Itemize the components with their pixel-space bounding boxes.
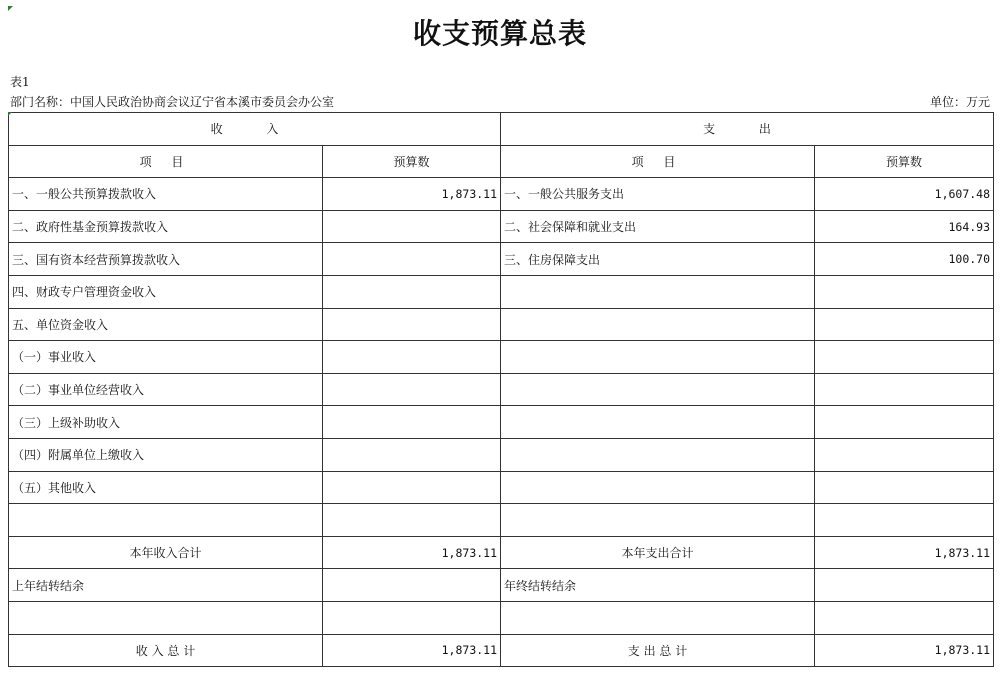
income-item-cell: 三、国有资本经营预算拨款收入	[9, 243, 323, 276]
expense-item-header: 项 目	[501, 145, 815, 178]
prior-year-carryover-label: 上年结转结余	[9, 569, 323, 602]
expense-item-cell: 二、社会保障和就业支出	[501, 210, 815, 243]
expense-total-label: 支 出 总 计	[501, 634, 815, 667]
income-item-cell: （二）事业单位经营收入	[9, 373, 323, 406]
expense-item-cell	[501, 438, 815, 471]
expense-item-cell	[501, 471, 815, 504]
income-item-cell: 一、一般公共预算拨款收入	[9, 178, 323, 211]
income-header: 收 入	[9, 113, 501, 146]
income-item-header: 项 目	[9, 145, 323, 178]
table-row	[9, 243, 994, 276]
income-value-cell	[323, 438, 501, 471]
expense-item-cell	[501, 373, 815, 406]
expense-value-cell	[815, 308, 994, 341]
expense-item-cell	[501, 308, 815, 341]
income-value-cell	[323, 308, 501, 341]
table-row	[9, 406, 994, 439]
blank-cell	[815, 601, 994, 634]
income-total-value: 1,873.11	[323, 634, 501, 667]
expense-total-value: 1,873.11	[815, 634, 994, 667]
table-row	[9, 504, 994, 537]
department-name: 部门名称：中国人民政治协商会议辽宁省本溪市委员会办公室	[10, 95, 335, 109]
expense-value-cell	[815, 373, 994, 406]
blank-cell	[501, 601, 815, 634]
income-item-cell	[9, 504, 323, 537]
income-item-cell: （一）事业收入	[9, 341, 323, 374]
table-row	[9, 341, 994, 374]
expense-subtotal-value: 1,873.11	[815, 536, 994, 569]
blank-cell	[323, 601, 501, 634]
expense-item-cell: 三、住房保障支出	[501, 243, 815, 276]
table-row	[9, 438, 994, 471]
income-item-cell: 二、政府性基金预算拨款收入	[9, 210, 323, 243]
table-row	[9, 210, 994, 243]
expense-value-cell: 164.93	[815, 210, 994, 243]
expense-value-cell: 100.70	[815, 243, 994, 276]
corner-marker	[8, 6, 13, 11]
unit-label: 单位：万元	[929, 95, 990, 109]
blank-cell	[9, 601, 323, 634]
income-value-cell	[323, 341, 501, 374]
income-value-cell	[323, 210, 501, 243]
income-subtotal-value: 1,873.11	[323, 536, 501, 569]
expense-header: 支 出	[501, 113, 994, 146]
income-value-cell	[323, 504, 501, 537]
expense-value-cell	[815, 471, 994, 504]
expense-value-cell	[815, 504, 994, 537]
expense-item-cell	[501, 504, 815, 537]
income-total-label: 收 入 总 计	[9, 634, 323, 667]
expense-value-cell	[815, 438, 994, 471]
expense-value-cell: 1,607.48	[815, 178, 994, 211]
income-subtotal-label: 本年收入合计	[9, 536, 323, 569]
income-value-cell	[323, 406, 501, 439]
table-row	[9, 373, 994, 406]
expense-item-cell	[501, 341, 815, 374]
expense-item-cell: 一、一般公共服务支出	[501, 178, 815, 211]
table-number: 表1	[10, 75, 30, 89]
grand-total-row	[9, 634, 994, 667]
expense-value-cell	[815, 275, 994, 308]
income-item-cell: （三）上级补助收入	[9, 406, 323, 439]
income-item-cell: （五）其他收入	[9, 471, 323, 504]
expense-item-cell	[501, 275, 815, 308]
income-item-cell: 五、单位资金收入	[9, 308, 323, 341]
income-item-cell: 四、财政专户管理资金收入	[9, 275, 323, 308]
income-value-cell: 1,873.11	[323, 178, 501, 211]
income-value-cell	[323, 471, 501, 504]
page-title: 收支预算总表	[412, 17, 587, 50]
year-end-carryover-value	[815, 569, 994, 602]
table-row	[9, 471, 994, 504]
income-item-cell: （四）附属单位上缴收入	[9, 438, 323, 471]
table-row	[9, 308, 994, 341]
table-row	[9, 275, 994, 308]
income-budget-header: 预算数	[323, 145, 501, 178]
expense-budget-header: 预算数	[815, 145, 994, 178]
income-value-cell	[323, 275, 501, 308]
expense-subtotal-label: 本年支出合计	[501, 536, 815, 569]
budget-summary-table	[8, 112, 994, 667]
table-row	[9, 178, 994, 211]
expense-item-cell	[501, 406, 815, 439]
header-row-main	[9, 113, 994, 146]
year-end-carryover-label: 年终结转结余	[501, 569, 815, 602]
header-row-sub	[9, 145, 994, 178]
expense-value-cell	[815, 341, 994, 374]
income-value-cell	[323, 243, 501, 276]
subtotal-row	[9, 536, 994, 569]
income-value-cell	[323, 373, 501, 406]
carryover-row	[9, 569, 994, 602]
blank-row	[9, 601, 994, 634]
prior-year-carryover-value	[323, 569, 501, 602]
expense-value-cell	[815, 406, 994, 439]
cell-marker	[8, 112, 12, 116]
